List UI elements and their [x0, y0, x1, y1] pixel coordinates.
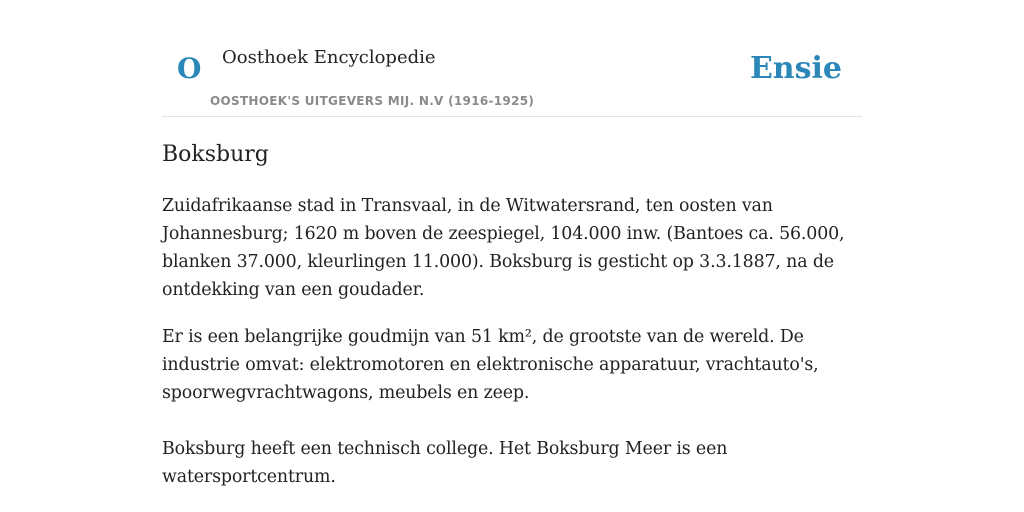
article	[162, 138, 862, 491]
article-paragraph-3: Boksburg heeft een technisch college. Het Boksburg Meer is een watersportcentrum.	[162, 439, 728, 487]
logo-icon[interactable]: O	[177, 52, 202, 85]
publisher-subtitle: OOSTHOEK'S UITGEVERS MIJ. N.V (1916-1925)	[210, 94, 535, 108]
article-paragraph-1: Zuidafrikaanse stad in Transvaal, in de Witwatersrand, ten oosten van Johannesburg; 1620 m boven de zeespiegel, 104.000 inw. (Bantoes ca. 56.000, blanken 37.000, kleurlingen 11.000). Boksburg is gesticht op 3.3.1887, na de ontdekking van een goudader.	[162, 196, 845, 300]
site-title-link[interactable]: Oosthoek Encyclopedie	[222, 47, 436, 68]
article-title: Boksburg	[162, 142, 269, 167]
site-header	[162, 0, 862, 117]
article-paragraph-2: Er is een belangrijke goudmijn van 51 km², de grootste van de wereld. De industrie omvat: elektromotoren en elektronische apparatuur, vrachtauto's, spoorwegvrachtwagons, meubels en zeep.	[162, 327, 819, 403]
ensie-brand-link[interactable]: Ensie	[749, 51, 842, 86]
